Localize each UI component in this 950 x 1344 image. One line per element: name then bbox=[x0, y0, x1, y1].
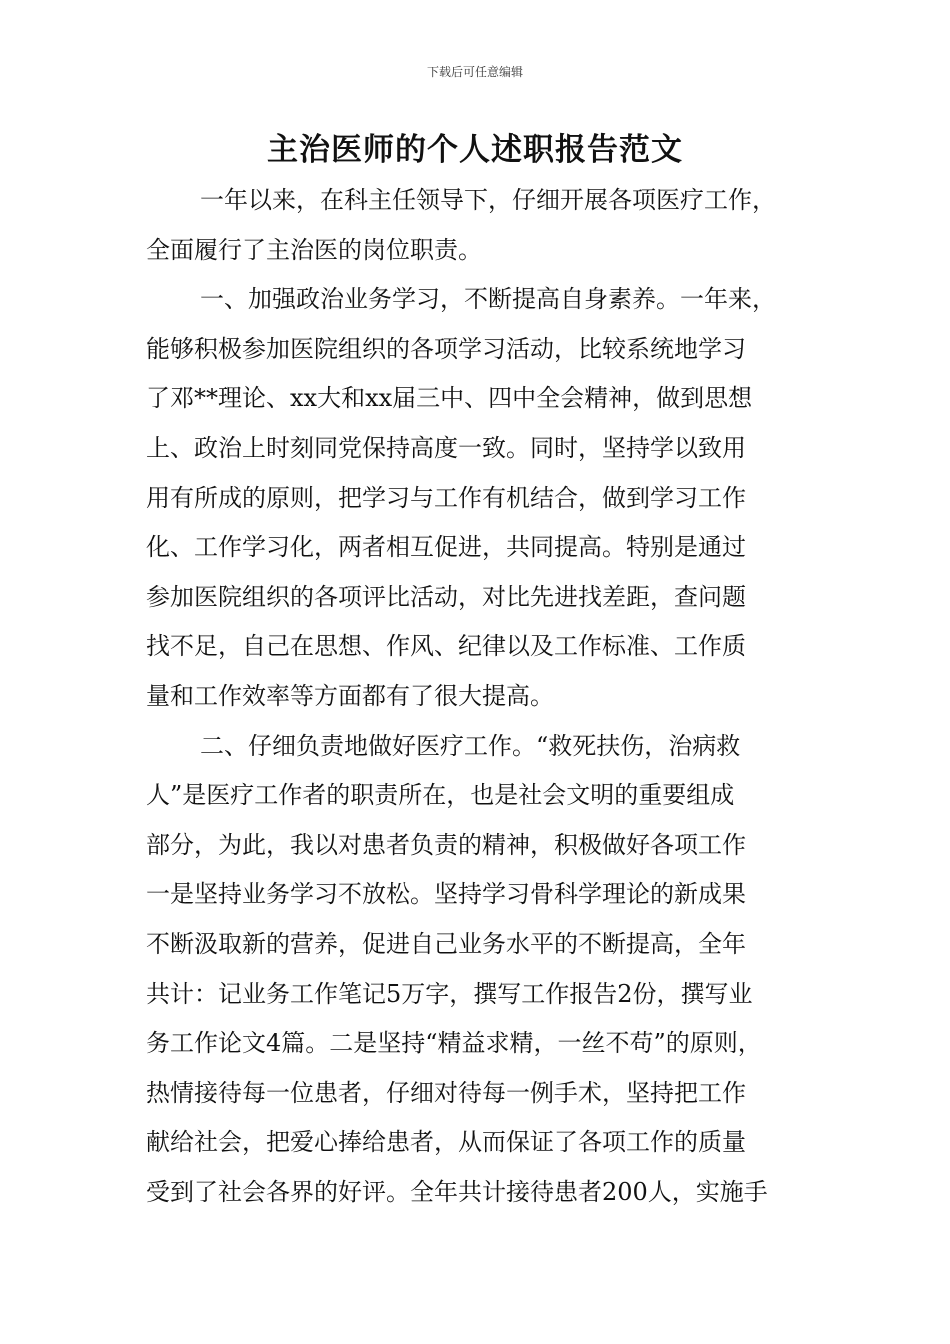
text-line: 献给社会，把爱心捧给患者，从而保证了各项工作的质量 bbox=[146, 1128, 746, 1157]
text-line: 一年以来，在科主任领导下，仔细开展各项医疗工作， bbox=[200, 186, 776, 214]
text-line: 部分，为此，我以对患者负责的精神，积极做好各项工作 bbox=[146, 830, 746, 859]
text-line: 受到了社会各界的好评。全年共计接待患者200人，实施手 bbox=[146, 1177, 768, 1206]
text-line: 上、政治上时刻同党保持高度一致。同时，坚持学以致用 bbox=[146, 433, 746, 462]
text-line: 找不足，自己在思想、作风、纪律以及工作标准、工作质 bbox=[146, 632, 746, 661]
text-line: 化、工作学习化，两者相互促进，共同提高。特别是通过 bbox=[146, 533, 746, 562]
text-line: 一是坚持业务学习不放松。坚持学习骨科学理论的新成果 bbox=[146, 880, 746, 909]
document-body bbox=[146, 176, 822, 1217]
text-line: 用有所成的原则，把学习与工作有机结合，做到学习工作 bbox=[146, 483, 746, 512]
text-line: 务工作论文4篇。二是坚持“精益求精，一丝不苟”的原则， bbox=[146, 1029, 762, 1058]
text-line: 了邓**理论、xx大和xx届三中、四中全会精神，做到思想 bbox=[146, 384, 753, 413]
document-title: 主治医师的个人述职报告范文 bbox=[267, 132, 683, 168]
text-line: 能够积极参加医院组织的各项学习活动，比较系统地学习 bbox=[146, 334, 746, 363]
text-line: 一、加强政治业务学习，不断提高自身素养。一年来， bbox=[200, 285, 776, 314]
text-line: 量和工作效率等方面都有了很大提高。 bbox=[146, 681, 554, 710]
text-line: 全面履行了主治医的岗位职责。 bbox=[146, 235, 482, 264]
text-line: 热情接待每一位患者，仔细对待每一例手术，坚持把工作 bbox=[146, 1078, 746, 1107]
text-line: 人”是医疗工作者的职责所在，也是社会文明的重要组成 bbox=[146, 781, 735, 810]
text-line: 共计：记业务工作笔记5万字，撰写工作报告2份，撰写业 bbox=[146, 979, 753, 1008]
text-line: 参加医院组织的各项评比活动，对比先进找差距，查问题 bbox=[146, 582, 746, 611]
text-line: 不断汲取新的营养，促进自己业务水平的不断提高，全年 bbox=[146, 929, 746, 958]
page-header-note: 下载后可任意编辑 bbox=[426, 65, 523, 79]
text-line: 二、仔细负责地做好医疗工作。“救死扶伤，治病救 bbox=[200, 731, 741, 760]
